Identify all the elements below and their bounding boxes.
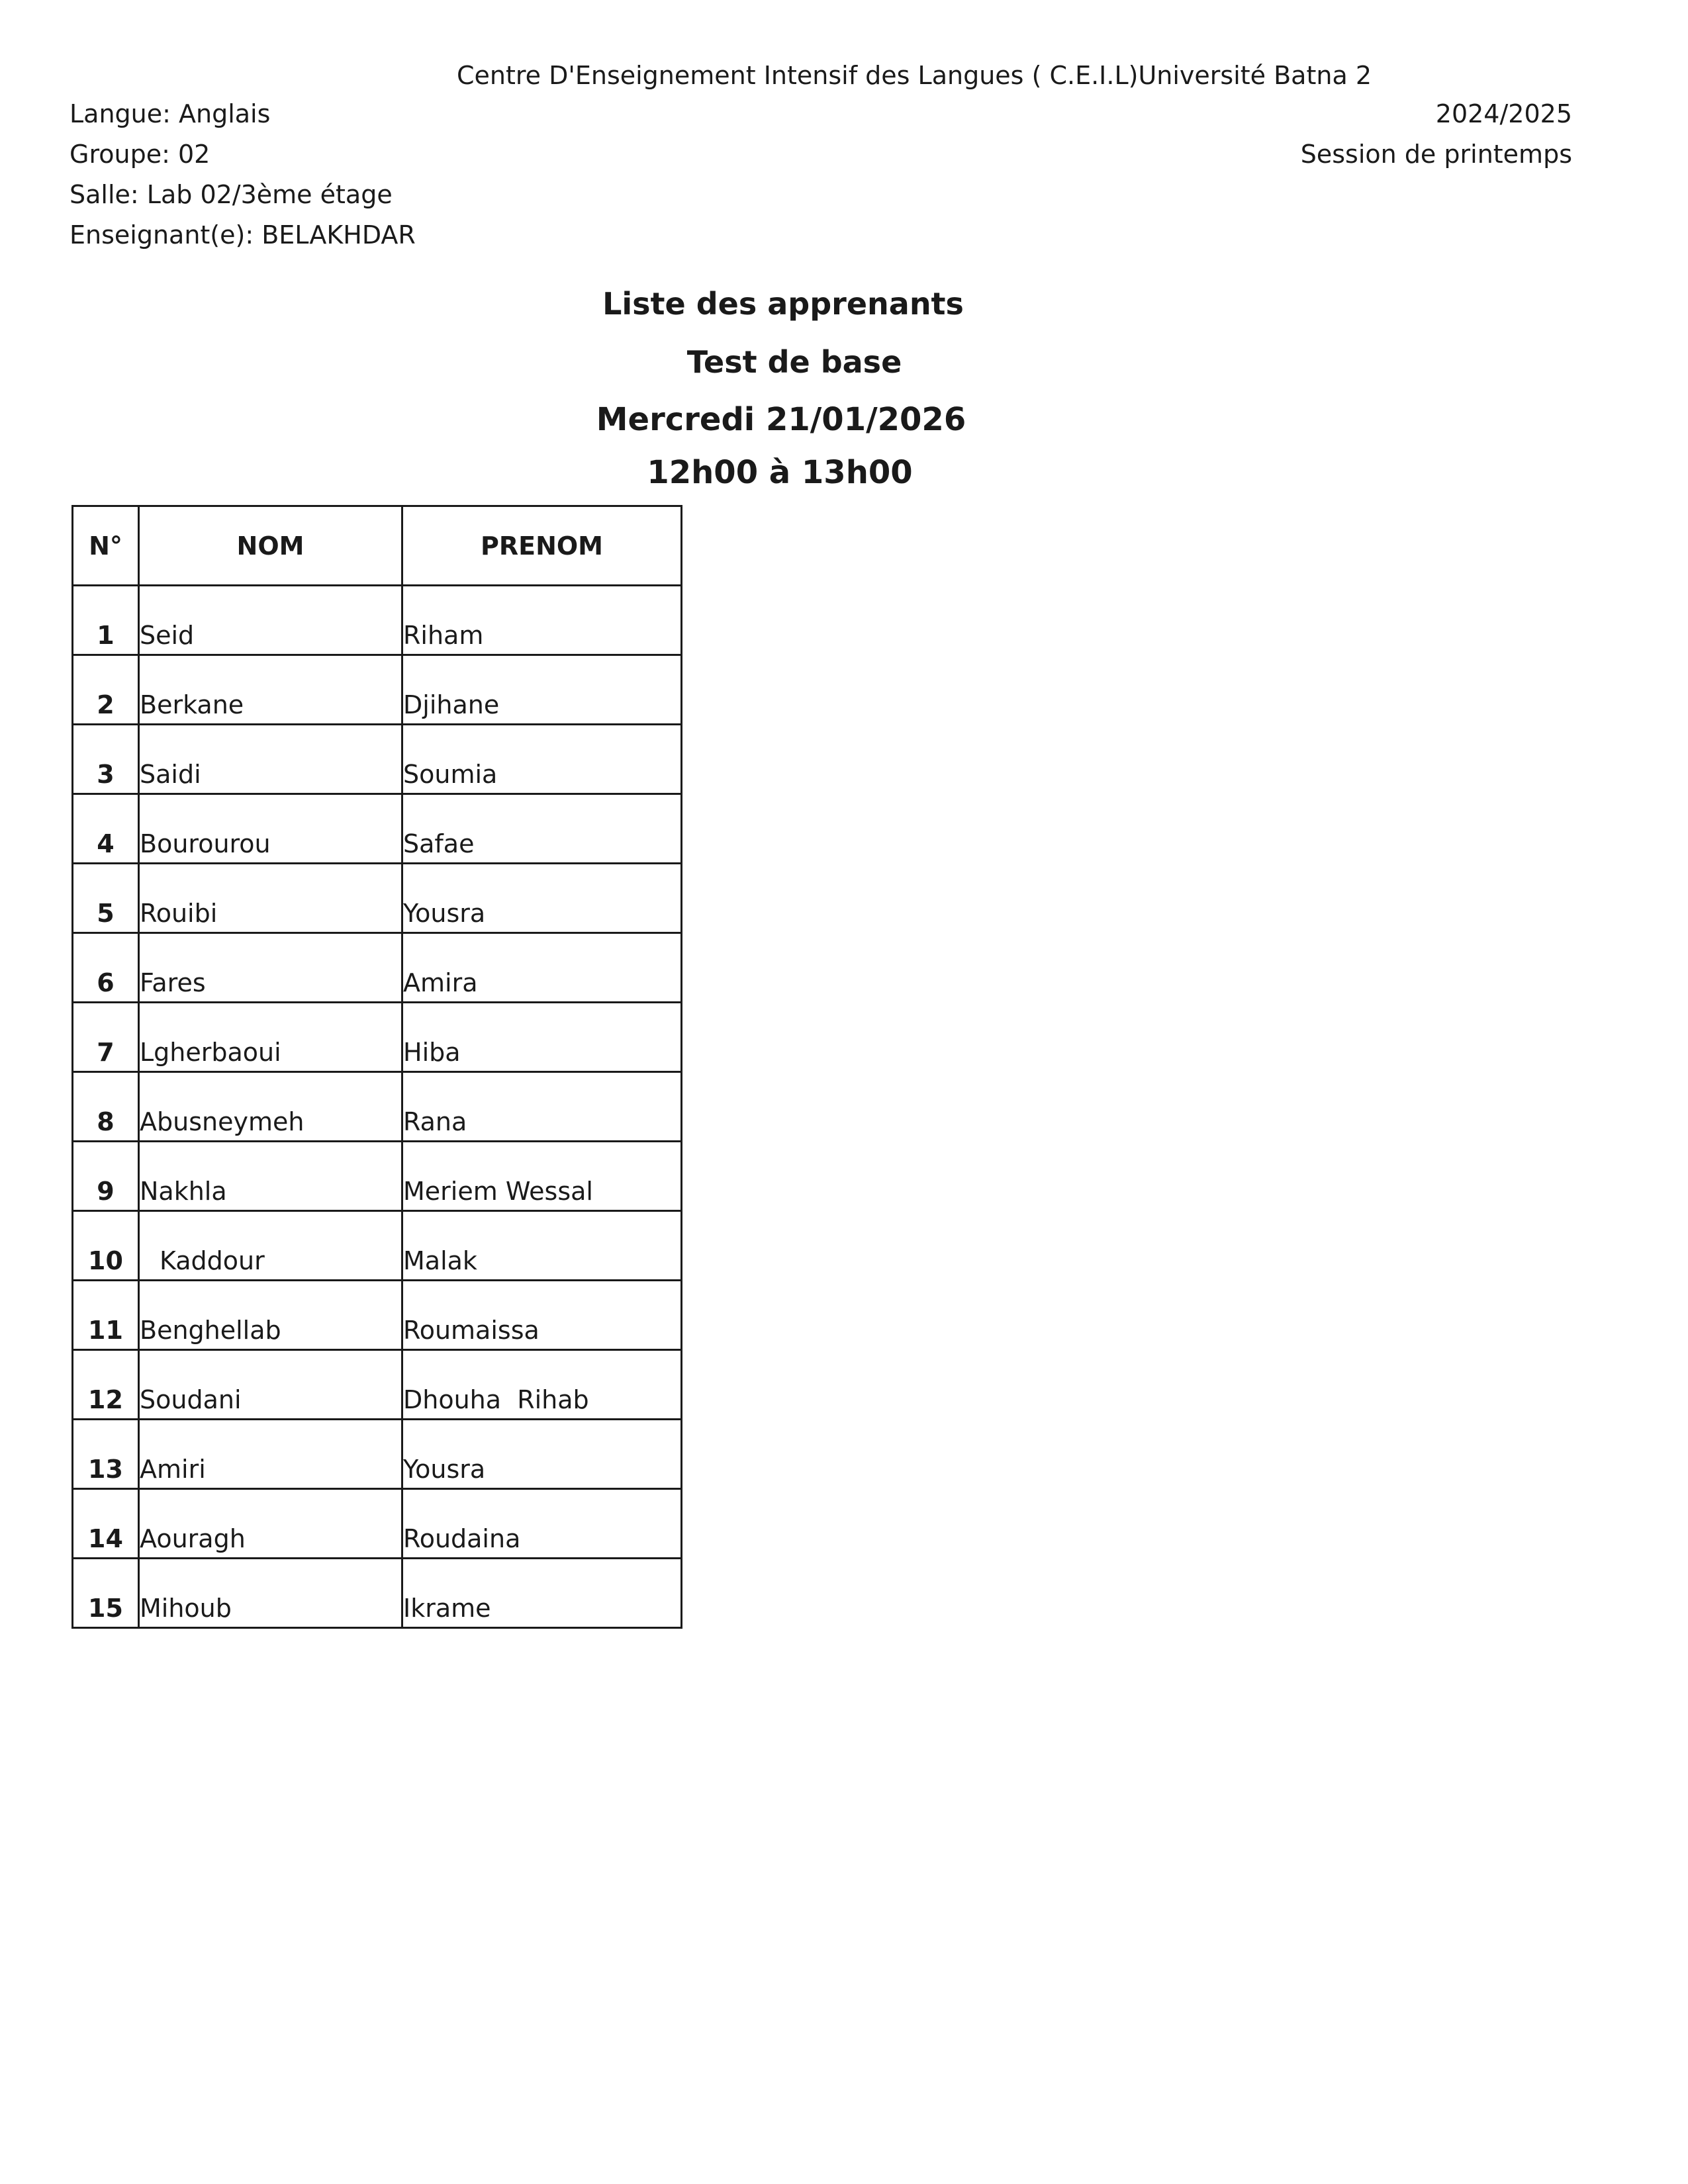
row-prenom: Yousra <box>402 1420 682 1489</box>
row-prenom: Dhouha Rihab <box>402 1350 682 1420</box>
row-nom: Amiri <box>139 1420 402 1489</box>
col-header-num: N° <box>73 506 139 586</box>
row-num: 5 <box>73 864 139 933</box>
row-prenom: Yousra <box>402 864 682 933</box>
row-num: 12 <box>73 1350 139 1420</box>
enseignant-label: Enseignant(e): BELAKHDAR <box>70 220 416 250</box>
row-num: 11 <box>73 1281 139 1350</box>
row-num: 9 <box>73 1142 139 1211</box>
table-row <box>73 1142 682 1211</box>
table-row <box>73 1559 682 1628</box>
row-prenom: Djihane <box>402 655 682 725</box>
row-num: 10 <box>73 1211 139 1281</box>
col-header-nom: NOM <box>139 506 402 586</box>
test-title: Test de base <box>686 344 902 380</box>
row-prenom: Roumaissa <box>402 1281 682 1350</box>
session-label: Session de printemps <box>1300 140 1572 169</box>
table-header-row <box>73 506 682 586</box>
row-num: 1 <box>73 586 139 655</box>
table-row <box>73 1350 682 1420</box>
row-prenom: Meriem Wessal <box>402 1142 682 1211</box>
table-row <box>73 725 682 794</box>
row-prenom: Roudaina <box>402 1489 682 1559</box>
row-num: 13 <box>73 1420 139 1489</box>
row-nom: Lgherbaoui <box>139 1003 402 1072</box>
row-prenom: Rana <box>402 1072 682 1142</box>
row-num: 6 <box>73 933 139 1003</box>
row-nom: Berkane <box>139 655 402 725</box>
table-row <box>73 1420 682 1489</box>
table-row <box>73 586 682 655</box>
table-row <box>73 794 682 864</box>
row-nom: Abusneymeh <box>139 1072 402 1142</box>
row-prenom: Hiba <box>402 1003 682 1072</box>
row-prenom: Riham <box>402 586 682 655</box>
table-row <box>73 1072 682 1142</box>
row-num: 15 <box>73 1559 139 1628</box>
table-row <box>73 1489 682 1559</box>
langue-label: Langue: Anglais <box>70 99 271 128</box>
row-prenom: Amira <box>402 933 682 1003</box>
row-prenom: Safae <box>402 794 682 864</box>
academic-year: 2024/2025 <box>1435 99 1572 128</box>
table-row <box>73 933 682 1003</box>
row-num: 3 <box>73 725 139 794</box>
row-nom: Bourourou <box>139 794 402 864</box>
row-nom: Benghellab <box>139 1281 402 1350</box>
test-time: 12h00 à 13h00 <box>647 454 913 491</box>
row-prenom: Soumia <box>402 725 682 794</box>
row-prenom: Malak <box>402 1211 682 1281</box>
row-nom: Nakhla <box>139 1142 402 1211</box>
table-row <box>73 655 682 725</box>
table-row <box>73 1281 682 1350</box>
table-row <box>73 864 682 933</box>
learners-table <box>71 505 682 1629</box>
row-nom: Kaddour <box>139 1211 402 1281</box>
institution-name: Centre D'Enseignement Intensif des Langues ( C.E.I.L)Université Batna 2 <box>457 61 1372 90</box>
row-prenom: Ikrame <box>402 1559 682 1628</box>
row-num: 7 <box>73 1003 139 1072</box>
salle-label: Salle: Lab 02/3ème étage <box>70 180 393 209</box>
row-num: 4 <box>73 794 139 864</box>
table-row <box>73 1003 682 1072</box>
row-nom: Saidi <box>139 725 402 794</box>
row-nom: Fares <box>139 933 402 1003</box>
row-nom: Soudani <box>139 1350 402 1420</box>
row-num: 14 <box>73 1489 139 1559</box>
row-num: 2 <box>73 655 139 725</box>
test-date: Mercredi 21/01/2026 <box>596 401 966 438</box>
list-title: Liste des apprenants <box>602 286 964 322</box>
row-nom: Mihoub <box>139 1559 402 1628</box>
groupe-label: Groupe: 02 <box>70 140 211 169</box>
row-nom: Aouragh <box>139 1489 402 1559</box>
row-nom: Rouibi <box>139 864 402 933</box>
row-num: 8 <box>73 1072 139 1142</box>
col-header-prenom: PRENOM <box>402 506 682 586</box>
table-row <box>73 1211 682 1281</box>
row-nom: Seid <box>139 586 402 655</box>
